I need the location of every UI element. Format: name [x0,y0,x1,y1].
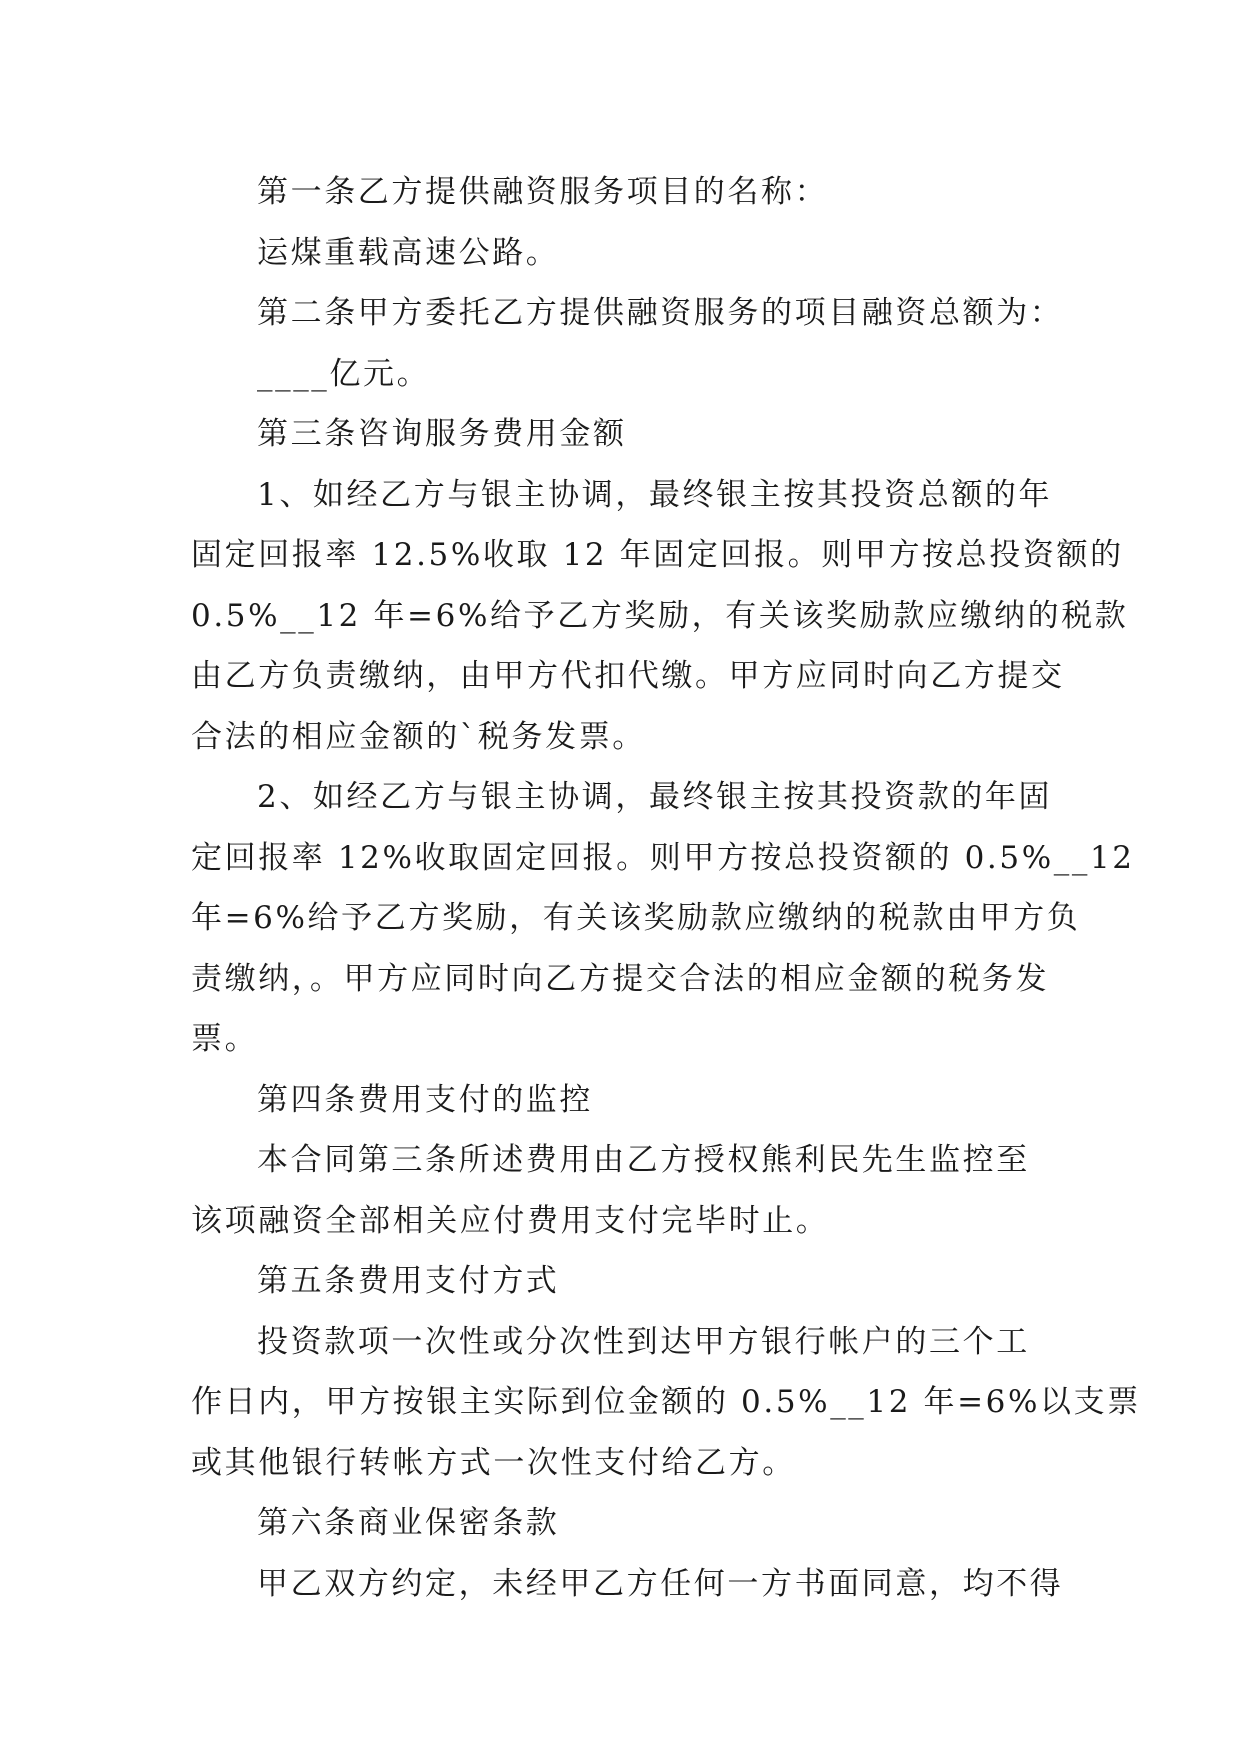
text-line: ____亿元。 [257,355,431,392]
text-line: 责缴纳，。甲方应同时向乙方提交合法的相应金额的税务发 [191,960,1050,997]
text-line: 0.5%__12 年=6%给予乙方奖励，有关该奖励款应缴纳的税款 [191,597,1129,634]
text-line: 或其他银行转帐方式一次性支付给乙方。 [191,1444,796,1481]
text-line: 票。 [191,1021,259,1057]
text-line: 甲乙双方约定，未经甲乙方任何一方书面同意，均不得 [257,1565,1064,1602]
text-line: 第四条费用支付的监控 [257,1081,593,1118]
text-line: 合法的相应金额的`税务发票。 [191,718,646,755]
text-line: 第三条咨询服务费用金额 [257,416,627,452]
text-line: 第五条费用支付方式 [257,1263,560,1299]
text-line: 第六条商业保密条款 [257,1505,560,1541]
text-line: 投资款项一次性或分次性到达甲方银行帐户的三个工 [257,1323,1030,1360]
text-line: 第一条乙方提供融资服务项目的名称： [257,174,829,210]
text-line: 2、如经乙方与银主协调，最终银主按其投资款的年固 [257,779,1053,815]
text-line: 该项融资全部相关应付费用支付完毕时止。 [191,1202,830,1239]
text-line: 定回报率 12%收取固定回报。则甲方按总投资额的 0.5%__12 [191,839,1135,876]
contract-text [191,162,1141,1614]
text-line: 运煤重载高速公路。 [257,234,560,271]
text-line: 本合同第三条所述费用由乙方授权熊利民先生监控至 [257,1142,1030,1178]
text-line: 第二条甲方委托乙方提供融资服务的项目融资总额为： [257,295,1064,331]
text-line: 1、如经乙方与银主协调，最终银主按其投资总额的年 [257,476,1053,513]
text-line: 由乙方负责缴纳，由甲方代扣代缴。甲方应同时向乙方提交 [191,658,1065,694]
text-line: 年=6%给予乙方奖励，有关该奖励款应缴纳的税款由甲方负 [191,900,1081,936]
text-line: 固定回报率 12.5%收取 12 年固定回报。则甲方按总投资额的 [191,537,1124,573]
text-line: 作日内，甲方按银主实际到位金额的 0.5%__12 年=6%以支票 [191,1384,1141,1420]
